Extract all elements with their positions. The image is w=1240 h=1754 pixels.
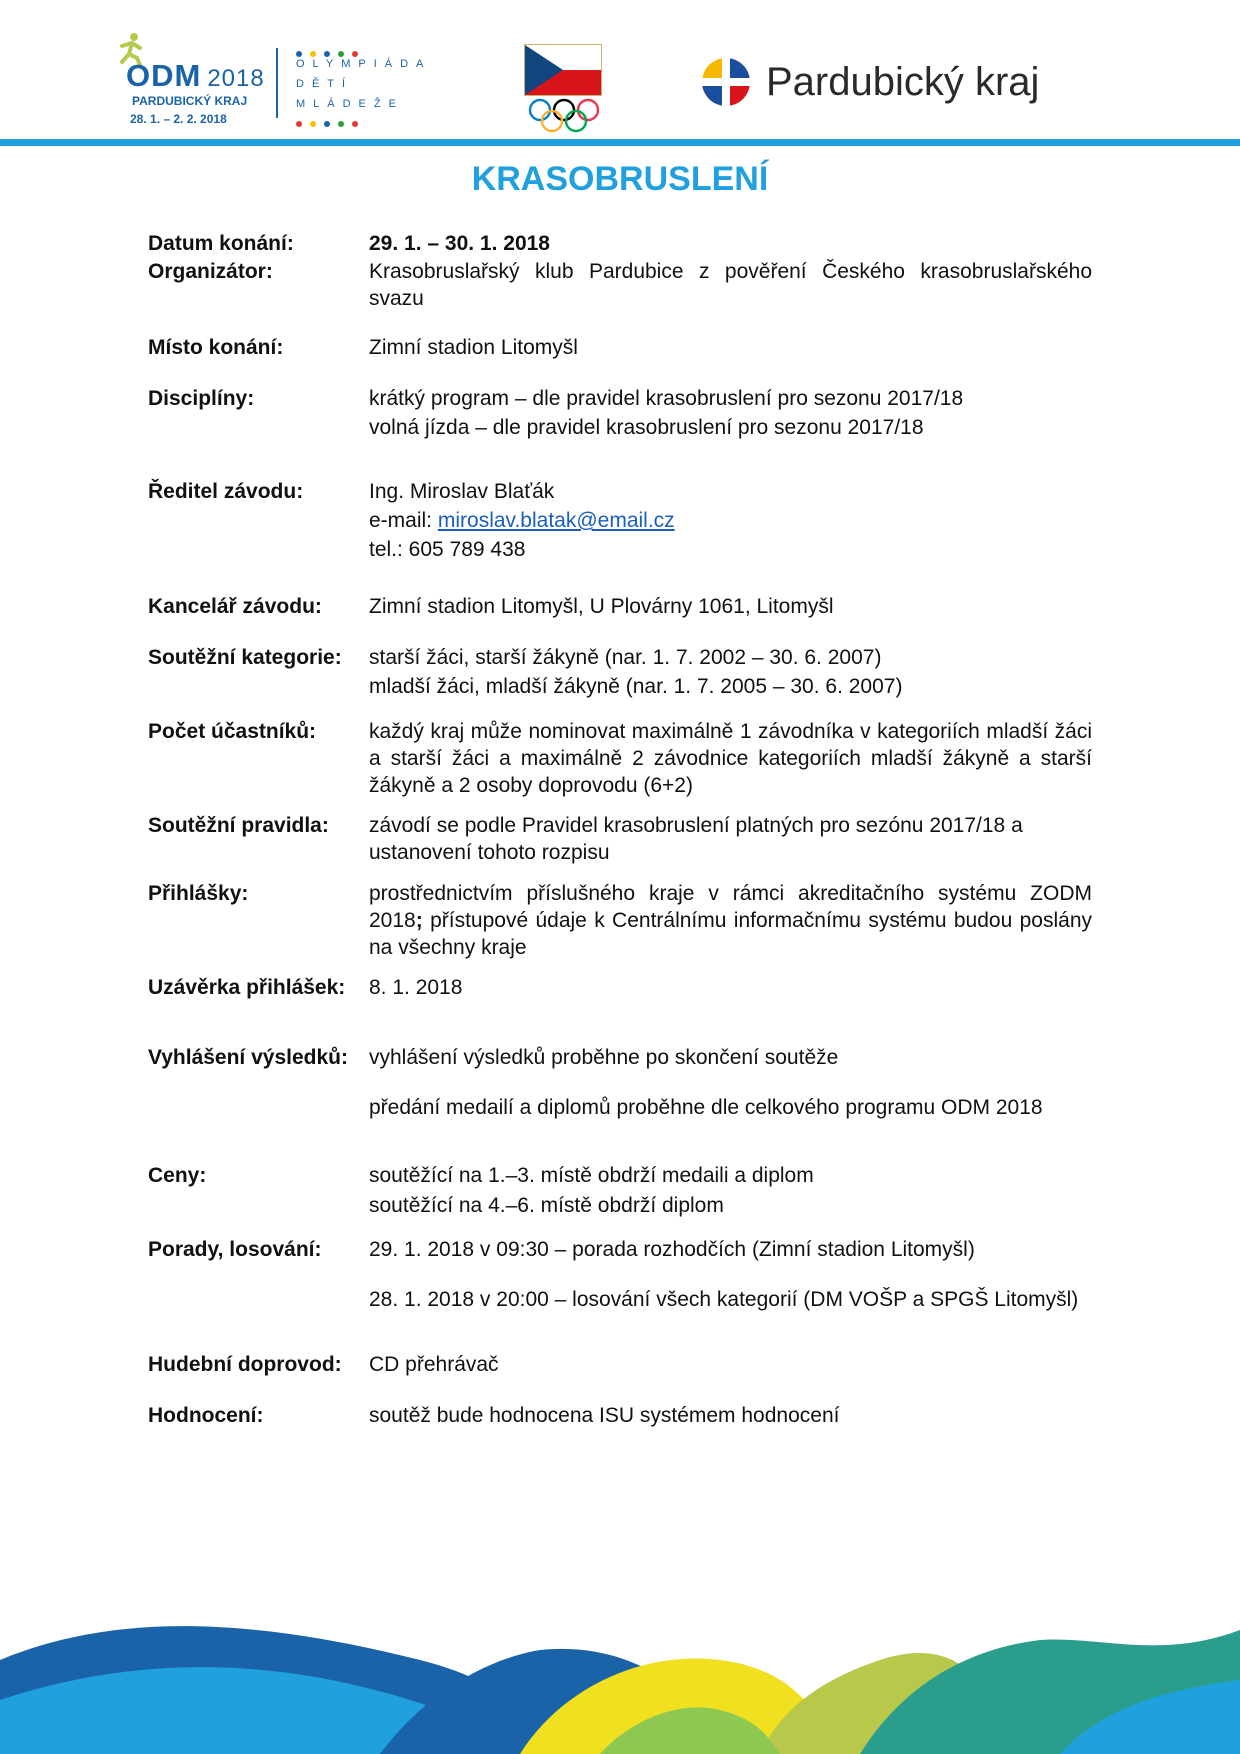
kraj-name: Pardubický kraj bbox=[766, 60, 1040, 104]
prize-line: soutěžící na 1.–3. místě obdrží medaili a diplom bbox=[369, 1164, 814, 1187]
odm-region: PARDUBICKÝ KRAJ bbox=[132, 94, 248, 108]
prihlasky-separator: ; bbox=[415, 909, 431, 932]
row-label: Hudební doprovod: bbox=[148, 1353, 342, 1376]
header-rule bbox=[0, 139, 1240, 146]
discipline-line: krátký program – dle pravidel krasobruslení pro sezonu 2017/18 bbox=[369, 387, 964, 410]
page-title: KRASOBRUSLENÍ bbox=[471, 160, 769, 198]
color-dots-icon bbox=[296, 44, 366, 52]
row-value: CD přehrávač bbox=[369, 1353, 499, 1376]
discipline-line: volná jízda – dle pravidel krasobruslení pro sezonu 2017/18 bbox=[369, 416, 924, 439]
row-label: Kancelář závodu: bbox=[148, 595, 322, 618]
row-label: Vyhlášení výsledků: bbox=[148, 1046, 348, 1069]
czech-flag-icon bbox=[524, 44, 602, 96]
row-label: Organizátor: bbox=[148, 260, 273, 283]
director-phone: tel.: 605 789 438 bbox=[369, 538, 526, 561]
announcement-line: vyhlášení výsledků proběhne po skončení soutěže bbox=[369, 1046, 839, 1069]
prihlasky-text: prostřednictvím příslušného kraje v rámci akreditačního systému ZODM 2018 bbox=[369, 882, 1092, 932]
color-dots-icon bbox=[296, 114, 366, 122]
olympiada-line-2: DĚTÍ bbox=[296, 78, 354, 90]
director-email-line bbox=[369, 506, 1092, 535]
row-label: Porady, losování: bbox=[148, 1238, 322, 1261]
odm-title: ODM 2018 bbox=[126, 58, 265, 93]
row-label: Datum konání: bbox=[148, 232, 294, 255]
row-label: Soutěžní pravidla: bbox=[148, 814, 329, 837]
kraj-emblem-icon bbox=[700, 56, 752, 108]
meeting-line: 29. 1. 2018 v 09:30 – porada rozhodčích (Zimní stadion Litomyšl) bbox=[369, 1238, 975, 1261]
email-label: e-mail: bbox=[369, 509, 438, 532]
row-value: Zimní stadion Litomyšl bbox=[369, 336, 578, 359]
footer-waves bbox=[0, 1600, 1240, 1754]
row-value bbox=[369, 643, 1092, 701]
row-value bbox=[369, 1161, 1092, 1221]
row-label: Přihlášky: bbox=[148, 882, 249, 905]
row-value: každý kraj může nominovat maximálně 1 závodníka v kategoriích mladší žáci a starší žáci a maximálně 2 závodnice kategoriích mladší žákyně a starší žákyně a 2 osoby doprovodu (6+2) bbox=[369, 720, 1092, 797]
category-line: starší žáci, starší žákyně (nar. 1. 7. 2002 – 30. 6. 2007) bbox=[369, 646, 882, 669]
row-value bbox=[369, 477, 1092, 564]
odm-logo bbox=[118, 32, 280, 124]
row-value: Krasobruslařský klub Pardubice z pověření Českého krasobruslařského svazu bbox=[369, 260, 1092, 310]
prihlasky-text: přístupové údaje k Centrálnímu informačnímu systému budou poslány na všechny kraje bbox=[369, 909, 1092, 959]
row-value: soutěž bude hodnocena ISU systémem hodnocení bbox=[369, 1404, 840, 1427]
row-label: Disciplíny: bbox=[148, 387, 255, 410]
row-label: Ředitel závodu: bbox=[148, 480, 304, 503]
category-line: mladší žáci, mladší žákyně (nar. 1. 7. 2005 – 30. 6. 2007) bbox=[369, 675, 903, 698]
row-label: Místo konání: bbox=[148, 336, 284, 359]
odm-dates: 28. 1. – 2. 2. 2018 bbox=[130, 112, 227, 126]
odm-year: 2018 bbox=[207, 65, 265, 92]
page-header bbox=[0, 0, 1240, 150]
email-link[interactable]: miroslav.blatak@email.cz bbox=[437, 509, 675, 532]
logo-divider bbox=[276, 48, 278, 118]
row-label: Počet účastníků: bbox=[148, 720, 317, 743]
meeting-line: 28. 1. 2018 v 20:00 – losování všech kategorií (DM VOŠP a SPGŠ Litomyšl) bbox=[369, 1288, 1079, 1311]
olympic-rings-icon bbox=[526, 98, 602, 134]
row-value bbox=[369, 880, 1092, 961]
row-label: Ceny: bbox=[148, 1164, 207, 1187]
row-value: 29. 1. – 30. 1. 2018 bbox=[369, 232, 550, 255]
olympiada-line-1: OLYMPIÁDA bbox=[296, 58, 432, 70]
row-value: 8. 1. 2018 bbox=[369, 976, 463, 999]
row-label: Hodnocení: bbox=[148, 1404, 264, 1427]
pardubicky-kraj-logo bbox=[700, 56, 1060, 108]
olympiada-line-3: MLÁDEŽE bbox=[296, 98, 404, 110]
row-value bbox=[369, 1236, 1092, 1313]
row-value bbox=[369, 384, 1092, 442]
row-label: Uzávěrka přihlášek: bbox=[148, 976, 346, 999]
prize-line: soutěžící na 4.–6. místě obdrží diplom bbox=[369, 1194, 724, 1217]
row-value: závodí se podle Pravidel krasobruslení platných pro sezónu 2017/18 a ustanovení tohoto rozpisu bbox=[369, 814, 1023, 864]
announcement-line: předání medailí a diplomů proběhne dle celkového programu ODM 2018 bbox=[369, 1096, 1043, 1119]
row-value bbox=[369, 1044, 1092, 1121]
director-name: Ing. Miroslav Blaťák bbox=[369, 480, 555, 503]
row-value: Zimní stadion Litomyšl, U Plovárny 1061, Litomyšl bbox=[369, 595, 834, 618]
olympiada-logo bbox=[296, 44, 436, 122]
row-label: Soutěžní kategorie: bbox=[148, 646, 342, 669]
